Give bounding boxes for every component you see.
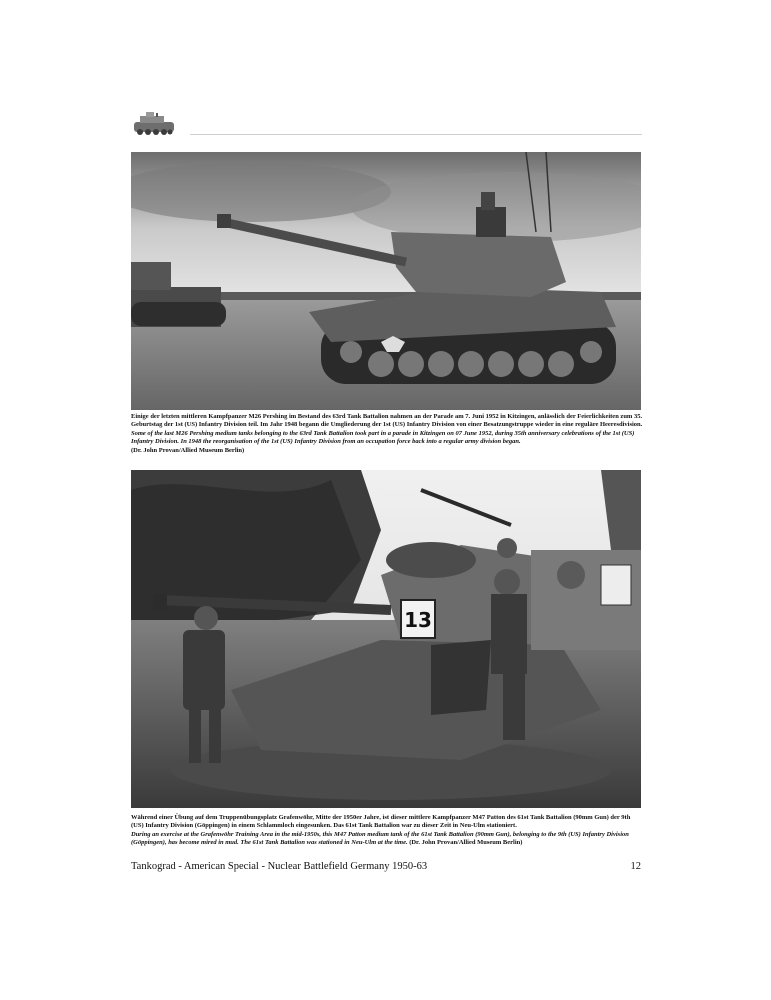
photo-m26-pershing-parade <box>131 152 641 410</box>
caption-photo1-german: Einige der letzten mittleren Kampfpanzer M26 Pershing im Bestand des 63rd Tank Battalion nahmen an der Parade am 7. Juni 1952 in Kitzingen, anlässlich der Feierlichkeiten zum 35. Geburtstag der 1st (US) Infantry Division teil. Im Jahr 1948 begann die Umgliederung der 1st (US) Infantry Division von einer Besatzungstruppe wieder in eine reguläre Heeresdivision. <box>131 413 643 429</box>
caption-photo1-english: Some of the last M26 Pershing medium tanks belonging to the 63rd Tank Battalion took part in a parade in Kitzingen on 07 June 1952, during 35th anniversary celebrations of the 1st (US) Infantry Division. In 1948 the reorganisation of the 1st (US) Infantry Division from an occupation force back into a regular army division began. <box>131 429 635 446</box>
tank-silhouette-icon <box>132 108 176 138</box>
caption-photo2 <box>131 814 643 848</box>
caption-photo2-english: During an exercise at the Grafenwöhr Training Area in the mid-1950s, this M47 Patton medium tank of the 61st Tank Battalion (90mm Gun), belonging to the 9th (US) Infantry Division (Göppingen), has become mired in mud. The 61st Tank Battalion was stationed in Neu-Ulm at the time. <box>131 830 629 847</box>
footer-title: Tankograd - American Special - Nuclear Battlefield Germany 1950-63 <box>131 861 428 872</box>
turret-number: 13 <box>404 608 432 632</box>
header-rule <box>190 134 642 135</box>
caption-photo2-english-and-credit <box>131 831 643 848</box>
caption-photo2-german: Während einer Übung auf dem Truppenübungsplatz Grafenwöhr, Mitte der 1950er Jahre, ist dieser mittlere Kampfpanzer M47 Patton des 61st Tank Battalion (90mm Gun) der 9th (US) Infantry Division (Göppingen) in einem Schlammloch eingesunken. Das 61st Tank Battalion war zu dieser Zeit in Neu-Ulm stationiert. <box>131 814 631 830</box>
page-number: 12 <box>630 861 641 872</box>
caption-photo1 <box>131 413 643 455</box>
caption-photo1-credit: (Dr. John Provan/Allied Museum Berlin) <box>131 446 245 454</box>
photo-m47-patton-mud <box>131 470 641 808</box>
caption-photo2-credit: (Dr. John Provan/Allied Museum Berlin) <box>409 839 523 847</box>
